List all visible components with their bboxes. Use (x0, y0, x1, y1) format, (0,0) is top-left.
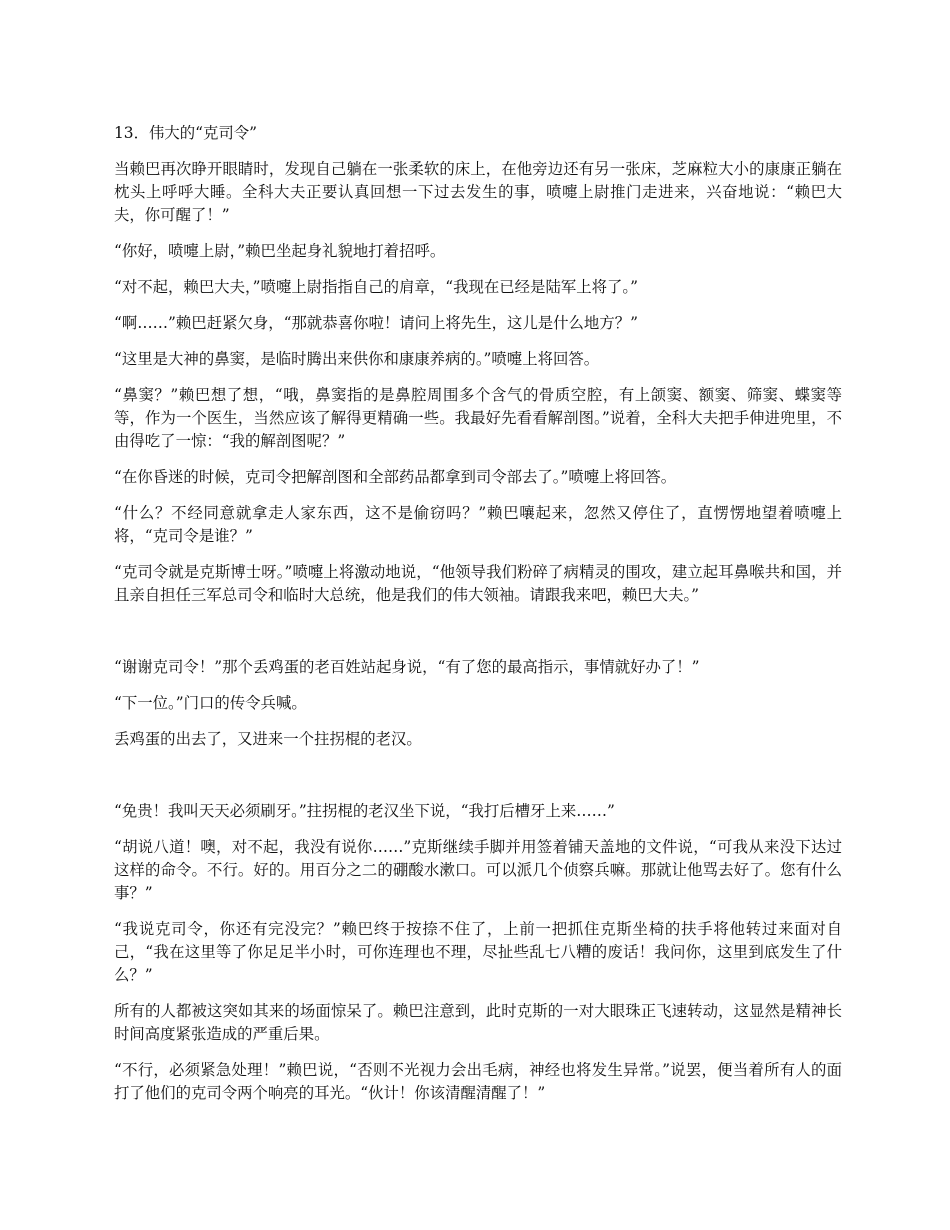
paragraph: “这里是大神的鼻窦，是临时腾出来供你和康康养病的。”喷嚏上将回答。 (114, 350, 600, 368)
paragraph: 丢鸡蛋的出去了，又进来一个拄拐棍的老汉。 (114, 730, 422, 748)
paragraph: “什么？不经同意就拿走人家东西，这不是偷窃吗？”赖巴嚷起来，忽然又停住了，直愣愣地望着喷嚏上将，“克司令是谁？” (114, 504, 842, 545)
paragraph: “谢谢克司令！”那个丢鸡蛋的老百姓站起身说，“有了您的最高指示，事情就好办了！” (114, 658, 700, 676)
paragraph: “啊……”赖巴赶紧欠身，“那就恭喜你啦！请问上将先生，这儿是什么地方？” (114, 314, 638, 332)
document-title: 13．伟大的“克司令” (114, 124, 258, 142)
paragraph: “你好，喷嚏上尉，”赖巴坐起身礼貌地打着招呼。 (114, 242, 446, 260)
paragraph: “我说克司令，你还有完没完？”赖巴终于按捺不住了，上前一把抓住克斯坐椅的扶手将他转过来面对自己，“我在这里等了你足足半小时，可你连理也不理，尽扯些乱七八糟的废话！我问你，这里到底发生了什么？” (114, 920, 842, 984)
paragraph: “在你昏迷的时候，克司令把解剖图和全部药品都拿到司令部去了。”喷嚏上将回答。 (114, 468, 677, 486)
paragraph: “免贵！我叫天天必须刷牙。”拄拐棍的老汉坐下说，“我打后槽牙上来……” (114, 802, 615, 820)
section-one (114, 158, 842, 607)
document-page (114, 122, 842, 1118)
paragraph: 所有的人都被这突如其来的场面惊呆了。赖巴注意到，此时克斯的一对大眼珠正飞速转动，这显然是精神长时间高度紧张造成的严重后果。 (114, 1002, 842, 1043)
section-two (114, 656, 842, 751)
paragraph: “下一位。”门口的传令兵喊。 (114, 694, 307, 712)
paragraph: “克司令就是克斯博士呀。”喷嚏上将激动地说，“他领导我们粉碎了病精灵的围攻，建立起耳鼻喉共和国，并且亲自担任三军总司令和临时大总统，他是我们的伟大领袖。请跟我来吧，赖巴大夫。” (114, 563, 842, 604)
paragraph: “鼻窦？”赖巴想了想，“哦，鼻窦指的是鼻腔周围多个含气的骨质空腔，有上颌窦、额窦、筛窦、蝶窦等等，作为一个医生，当然应该了解得更精确一些。我最好先看看解剖图。”说着，全科大夫把手伸进兜里，不由得吃了一惊：“我的解剖图呢？” (114, 386, 842, 450)
section-three (114, 800, 842, 1105)
section-gap (114, 620, 842, 656)
paragraph: “胡说八道！噢，对不起，我没有说你……”克斯继续手脚并用签着铺天盖地的文件说，“可我从来没下达过这样的命令。不行。好的。用百分之二的硼酸水漱口。可以派几个侦察兵嘛。那就让他骂去好了。您有什么事？” (114, 838, 842, 902)
paragraph: “对不起，赖巴大夫，”喷嚏上尉指指自己的肩章，“我现在已经是陆军上将了。” (114, 278, 638, 296)
section-gap (114, 764, 842, 800)
paragraph: “不行，必须紧急处理！”赖巴说，“否则不光视力会出毛病，神经也将发生异常。”说罢，便当着所有人的面打了他们的克司令两个响亮的耳光。“伙计！你该清醒清醒了！” (114, 1061, 842, 1102)
paragraph: 当赖巴再次睁开眼睛时，发现自己躺在一张柔软的床上，在他旁边还有另一张床，芝麻粒大小的康康正躺在枕头上呼呼大睡。全科大夫正要认真回想一下过去发生的事，喷嚏上尉推门走进来，兴奋地说：“赖巴大夫，你可醒了！” (114, 160, 842, 224)
